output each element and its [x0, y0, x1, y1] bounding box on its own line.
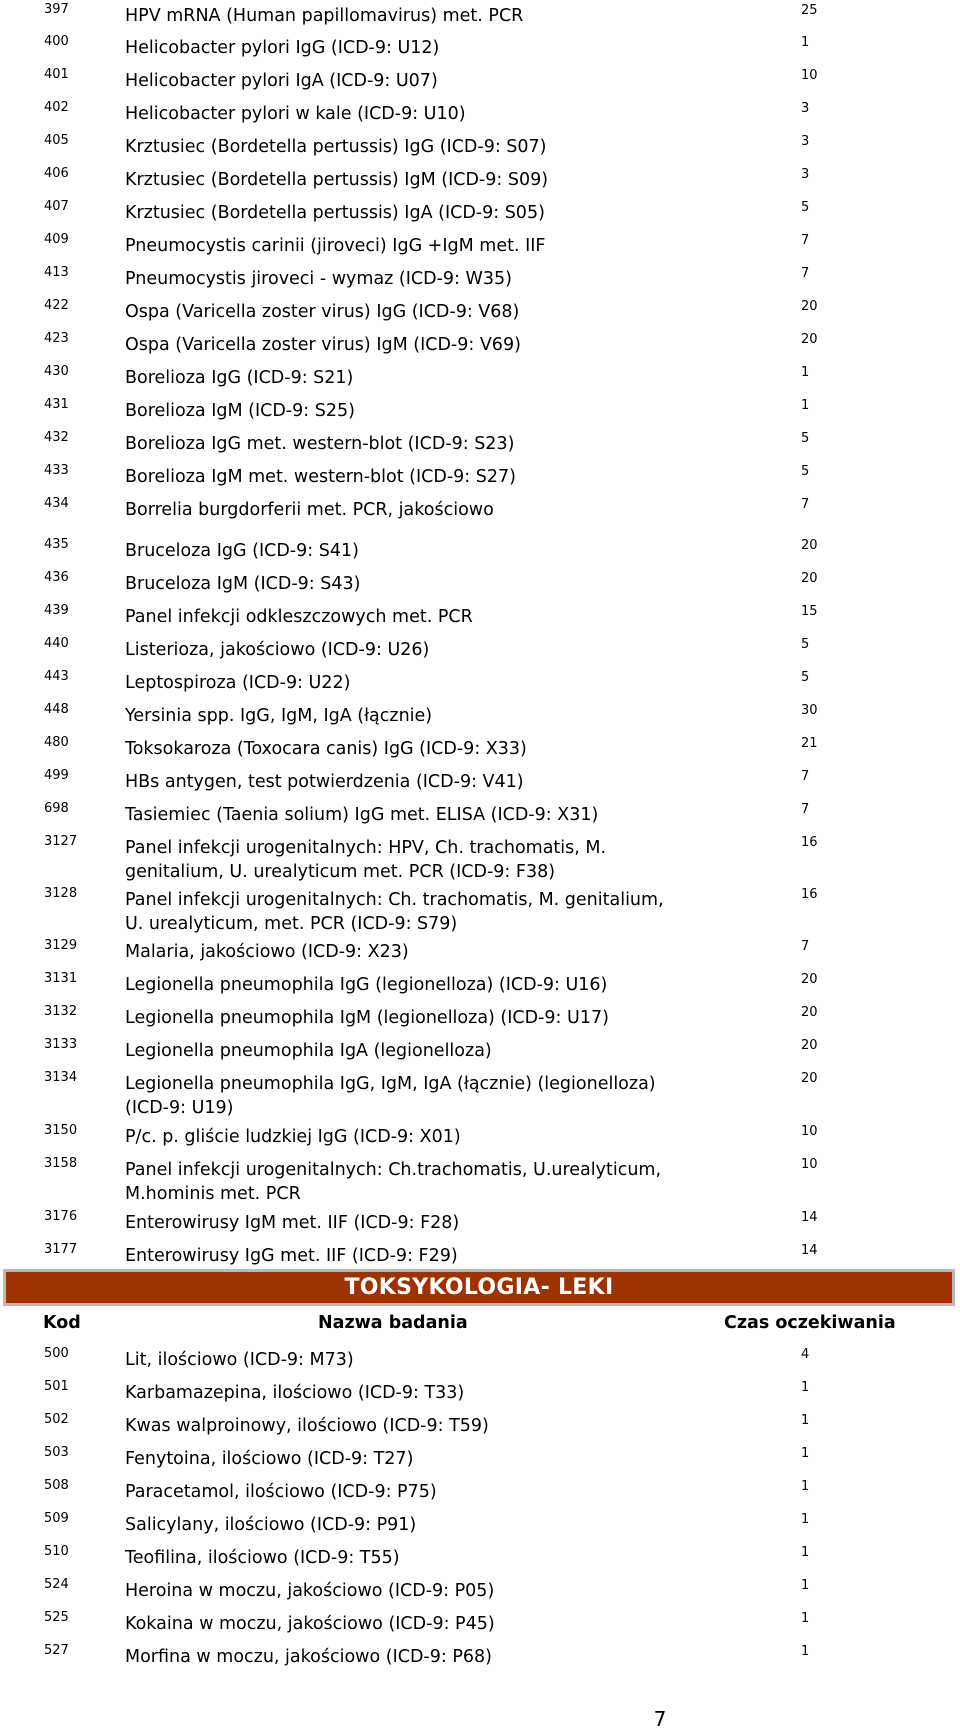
test-code: 508	[44, 1478, 69, 1493]
test-code: 443	[44, 669, 69, 684]
wait-time: 7	[801, 497, 810, 512]
test-name: Morfina w moczu, jakościowo (ICD-9: P68)	[125, 1647, 492, 1667]
test-code: 406	[44, 166, 69, 181]
test-name: Legionella pneumophila IgG, IgM, IgA (łącznie) (legionelloza) (ICD-9: U19)	[125, 1074, 656, 1118]
column-header-name: Nazwa badania	[318, 1313, 468, 1333]
wait-time: 7	[801, 266, 810, 281]
test-code: 436	[44, 570, 69, 585]
wait-time: 20	[801, 332, 818, 347]
test-code: 3158	[44, 1156, 78, 1171]
test-code: 413	[44, 265, 69, 280]
wait-time: 10	[801, 68, 818, 83]
wait-time: 3	[801, 167, 810, 182]
test-name: Enterowirusy IgM met. IIF (ICD-9: F28)	[125, 1213, 460, 1233]
test-name: Ospa (Varicella zoster virus) IgM (ICD-9: V69)	[125, 335, 521, 355]
test-name: HBs antygen, test potwierdzenia (ICD-9: V41)	[125, 772, 524, 792]
test-code: 397	[44, 2, 69, 17]
wait-time: 5	[801, 200, 810, 215]
wait-time: 1	[801, 1545, 810, 1560]
wait-time: 5	[801, 464, 810, 479]
test-code: 501	[44, 1379, 69, 1394]
wait-time: 1	[801, 1611, 810, 1626]
test-code: 502	[44, 1412, 69, 1427]
test-code: 3129	[44, 938, 78, 953]
test-name: Heroina w moczu, jakościowo (ICD-9: P05)	[125, 1581, 495, 1601]
test-name: Kwas walproinowy, ilościowo (ICD-9: T59)	[125, 1416, 489, 1436]
wait-time: 1	[801, 1512, 810, 1527]
wait-time: 20	[801, 571, 818, 586]
test-code: 525	[44, 1610, 69, 1625]
wait-time: 10	[801, 1124, 818, 1139]
test-name: Leptospiroza (ICD-9: U22)	[125, 673, 351, 693]
test-code: 431	[44, 397, 69, 412]
test-name: Malaria, jakościowo (ICD-9: X23)	[125, 942, 409, 962]
test-name: Lit, ilościowo (ICD-9: M73)	[125, 1350, 354, 1370]
test-code: 500	[44, 1346, 69, 1361]
test-code: 432	[44, 430, 69, 445]
test-name: Helicobacter pylori IgG (ICD-9: U12)	[125, 38, 440, 58]
test-name: Panel infekcji urogenitalnych: Ch. trachomatis, M. genitalium, U. urealyticum, met. PCR (ICD-9: S79)	[125, 890, 664, 934]
test-name: Paracetamol, ilościowo (ICD-9: P75)	[125, 1482, 437, 1502]
test-code: 402	[44, 100, 69, 115]
test-code: 448	[44, 702, 69, 717]
test-code: 509	[44, 1511, 69, 1526]
test-code: 433	[44, 463, 69, 478]
column-header-code: Kod	[43, 1313, 81, 1333]
test-code: 510	[44, 1544, 69, 1559]
wait-time: 5	[801, 431, 810, 446]
test-code: 503	[44, 1445, 69, 1460]
wait-time: 1	[801, 1380, 810, 1395]
test-name: Borelioza IgG met. western-blot (ICD-9: S23)	[125, 434, 515, 454]
wait-time: 7	[801, 233, 810, 248]
test-code: 3132	[44, 1004, 78, 1019]
test-code: 698	[44, 801, 69, 816]
test-code: 435	[44, 537, 69, 552]
test-code: 3133	[44, 1037, 78, 1052]
wait-time: 3	[801, 134, 810, 149]
test-name: Karbamazepina, ilościowo (ICD-9: T33)	[125, 1383, 465, 1403]
test-code: 3176	[44, 1209, 78, 1224]
wait-time: 1	[801, 1413, 810, 1428]
wait-time: 16	[801, 835, 818, 850]
test-name: Bruceloza IgM (ICD-9: S43)	[125, 574, 361, 594]
wait-time: 15	[801, 604, 818, 619]
wait-time: 7	[801, 939, 810, 954]
test-name: P/c. p. gliście ludzkiej IgG (ICD-9: X01)	[125, 1127, 461, 1147]
test-code: 430	[44, 364, 69, 379]
test-name: Tasiemiec (Taenia solium) IgG met. ELISA (ICD-9: X31)	[125, 805, 599, 825]
test-name: Krztusiec (Bordetella pertussis) IgG (ICD-9: S07)	[125, 137, 547, 157]
test-code: 3177	[44, 1242, 78, 1257]
test-name: Borelioza IgM (ICD-9: S25)	[125, 401, 355, 421]
wait-time: 30	[801, 703, 818, 718]
test-code: 3131	[44, 971, 78, 986]
test-code: 480	[44, 735, 69, 750]
wait-time: 7	[801, 802, 810, 817]
wait-time: 3	[801, 101, 810, 116]
wait-time: 1	[801, 1479, 810, 1494]
test-code: 400	[44, 34, 69, 49]
wait-time: 10	[801, 1157, 818, 1172]
test-name: Enterowirusy IgG met. IIF (ICD-9: F29)	[125, 1246, 458, 1266]
wait-time: 14	[801, 1243, 818, 1258]
test-name: HPV mRNA (Human papillomavirus) met. PCR	[125, 6, 524, 26]
test-name: Legionella pneumophila IgG (legionelloza) (ICD-9: U16)	[125, 975, 608, 995]
test-name: Salicylany, ilościowo (ICD-9: P91)	[125, 1515, 417, 1535]
test-code: 3127	[44, 834, 78, 849]
test-name: Borelioza IgM met. western-blot (ICD-9: S27)	[125, 467, 516, 487]
test-code: 409	[44, 232, 69, 247]
wait-time: 7	[801, 769, 810, 784]
test-code: 3128	[44, 886, 78, 901]
section-title: TOKSYKOLOGIA- LEKI	[344, 1275, 614, 1300]
wait-time: 5	[801, 637, 810, 652]
test-code: 440	[44, 636, 69, 651]
wait-time: 20	[801, 1038, 818, 1053]
wait-time: 4	[801, 1347, 810, 1362]
test-name: Helicobacter pylori IgA (ICD-9: U07)	[125, 71, 438, 91]
wait-time: 1	[801, 398, 810, 413]
test-name: Borelioza IgG (ICD-9: S21)	[125, 368, 354, 388]
test-name: Pneumocystis carinii (jiroveci) IgG +IgM met. IIF	[125, 236, 546, 256]
test-code: 527	[44, 1643, 69, 1658]
test-name: Pneumocystis jiroveci - wymaz (ICD-9: W35)	[125, 269, 512, 289]
test-name: Kokaina w moczu, jakościowo (ICD-9: P45)	[125, 1614, 495, 1634]
test-code: 423	[44, 331, 69, 346]
wait-time: 20	[801, 1005, 818, 1020]
test-name: Toksokaroza (Toxocara canis) IgG (ICD-9: X33)	[125, 739, 527, 759]
wait-time: 5	[801, 670, 810, 685]
wait-time: 20	[801, 1071, 818, 1086]
test-name: Listerioza, jakościowo (ICD-9: U26)	[125, 640, 430, 660]
wait-time: 1	[801, 1578, 810, 1593]
test-name: Ospa (Varicella zoster virus) IgG (ICD-9: V68)	[125, 302, 520, 322]
section-header-banner	[3, 1269, 955, 1306]
wait-time: 1	[801, 35, 810, 50]
wait-time: 20	[801, 972, 818, 987]
test-code: 422	[44, 298, 69, 313]
wait-time: 25	[801, 3, 818, 18]
test-code: 401	[44, 67, 69, 82]
column-header-wait: Czas oczekiwania	[724, 1313, 896, 1333]
test-code: 3150	[44, 1123, 78, 1138]
test-code: 439	[44, 603, 69, 618]
test-name: Panel infekcji urogenitalnych: Ch.trachomatis, U.urealyticum, M.hominis met. PCR	[125, 1160, 662, 1204]
wait-time: 21	[801, 736, 818, 751]
wait-time: 1	[801, 1644, 810, 1659]
test-name: Legionella pneumophila IgM (legionelloza) (ICD-9: U17)	[125, 1008, 609, 1028]
wait-time: 20	[801, 538, 818, 553]
test-name: Panel infekcji urogenitalnych: HPV, Ch. trachomatis, M. genitalium, U. urealyticum met. PCR (ICD-9: F38)	[125, 838, 607, 882]
wait-time: 1	[801, 365, 810, 380]
wait-time: 1	[801, 1446, 810, 1461]
test-name: Teofilina, ilościowo (ICD-9: T55)	[125, 1548, 400, 1568]
test-name: Panel infekcji odkleszczowych met. PCR	[125, 607, 473, 627]
page-number: 7	[653, 1707, 667, 1731]
test-name: Borrelia burgdorferii met. PCR, jakościowo	[125, 500, 494, 520]
test-name: Krztusiec (Bordetella pertussis) IgM (ICD-9: S09)	[125, 170, 549, 190]
test-code: 524	[44, 1577, 69, 1592]
wait-time: 20	[801, 299, 818, 314]
wait-time: 16	[801, 887, 818, 902]
test-code: 3134	[44, 1070, 78, 1085]
test-name: Yersinia spp. IgG, IgM, IgA (łącznie)	[125, 706, 433, 726]
test-name: Krztusiec (Bordetella pertussis) IgA (ICD-9: S05)	[125, 203, 545, 223]
test-name: Bruceloza IgG (ICD-9: S41)	[125, 541, 359, 561]
wait-time: 14	[801, 1210, 818, 1225]
test-code: 434	[44, 496, 69, 511]
test-code: 499	[44, 768, 69, 783]
test-code: 405	[44, 133, 69, 148]
test-code: 407	[44, 199, 69, 214]
test-name: Helicobacter pylori w kale (ICD-9: U10)	[125, 104, 466, 124]
test-name: Fenytoina, ilościowo (ICD-9: T27)	[125, 1449, 414, 1469]
test-name: Legionella pneumophila IgA (legionelloza)	[125, 1041, 492, 1061]
